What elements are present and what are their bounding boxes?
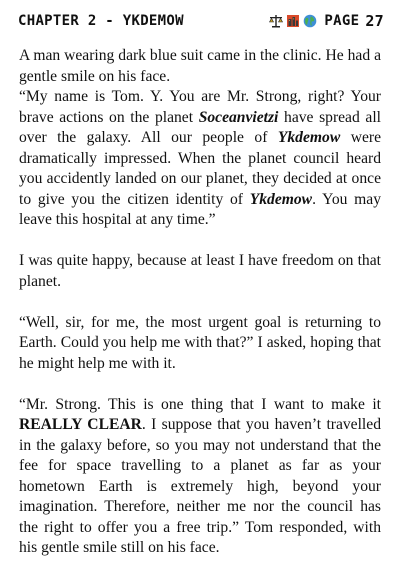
scale-icon <box>269 14 283 28</box>
planet-name-ykdemow-2: Ykdemow <box>249 190 313 208</box>
city-icon <box>286 14 300 28</box>
page-body <box>19 46 381 579</box>
paragraph-5 <box>19 395 381 559</box>
chapter-title: CHAPTER 2 - YKDEMOW <box>18 13 184 29</box>
paragraph-1: A man wearing dark blue suit came in the clinic. He had a gentle smile on his face. <box>19 47 381 85</box>
page-label: PAGE <box>324 13 360 29</box>
header-right <box>269 12 384 30</box>
globe-icon <box>303 14 317 28</box>
paragraph-2 <box>19 87 381 231</box>
paragraph-2-text-g: . You may leave this hospital at any time.” <box>19 190 381 228</box>
page-header <box>18 10 384 32</box>
planet-name-ykdemow: Ykdemow <box>277 129 341 146</box>
page-number: 27 <box>365 12 384 30</box>
paragraph-5-text-c: . I suppose that you haven’t travelled in the galaxy before, so you may not understand that the fee for space travelling to a planet as far as your hometown Earth is extremely high, beyond your imagination. Therefore, neither me nor the council has the right to offer you a free trip.” Tom responded, with his gentle smile still on his face. <box>19 416 381 556</box>
paragraph-2-text-a: “My name is Tom. Y. You are Mr. Strong, right? Your brave actions on the planet <box>19 88 381 126</box>
paragraph-2-text-e: were dramatically impressed. When the planet council heard you accidently landed on our planet, they decided at once to give you the citizen identity of <box>19 129 381 208</box>
paragraph-2-text-c: have spread all over the galaxy. All our people of <box>19 108 381 146</box>
emphasis-really-clear: REALLY CLEAR <box>19 416 142 433</box>
paragraph-5-text-a: “Mr. Strong. This is one thing that I want to make it <box>19 395 381 413</box>
paragraph-4: “Well, sir, for me, the most urgent goal is returning to Earth. Could you help me with that?” I asked, hoping that he might help me with it. <box>19 313 381 372</box>
planet-name-soceanvietzi: Soceanvietzi <box>198 108 279 126</box>
paragraph-3: I was quite happy, because at least I have freedom on that planet. <box>19 252 381 290</box>
